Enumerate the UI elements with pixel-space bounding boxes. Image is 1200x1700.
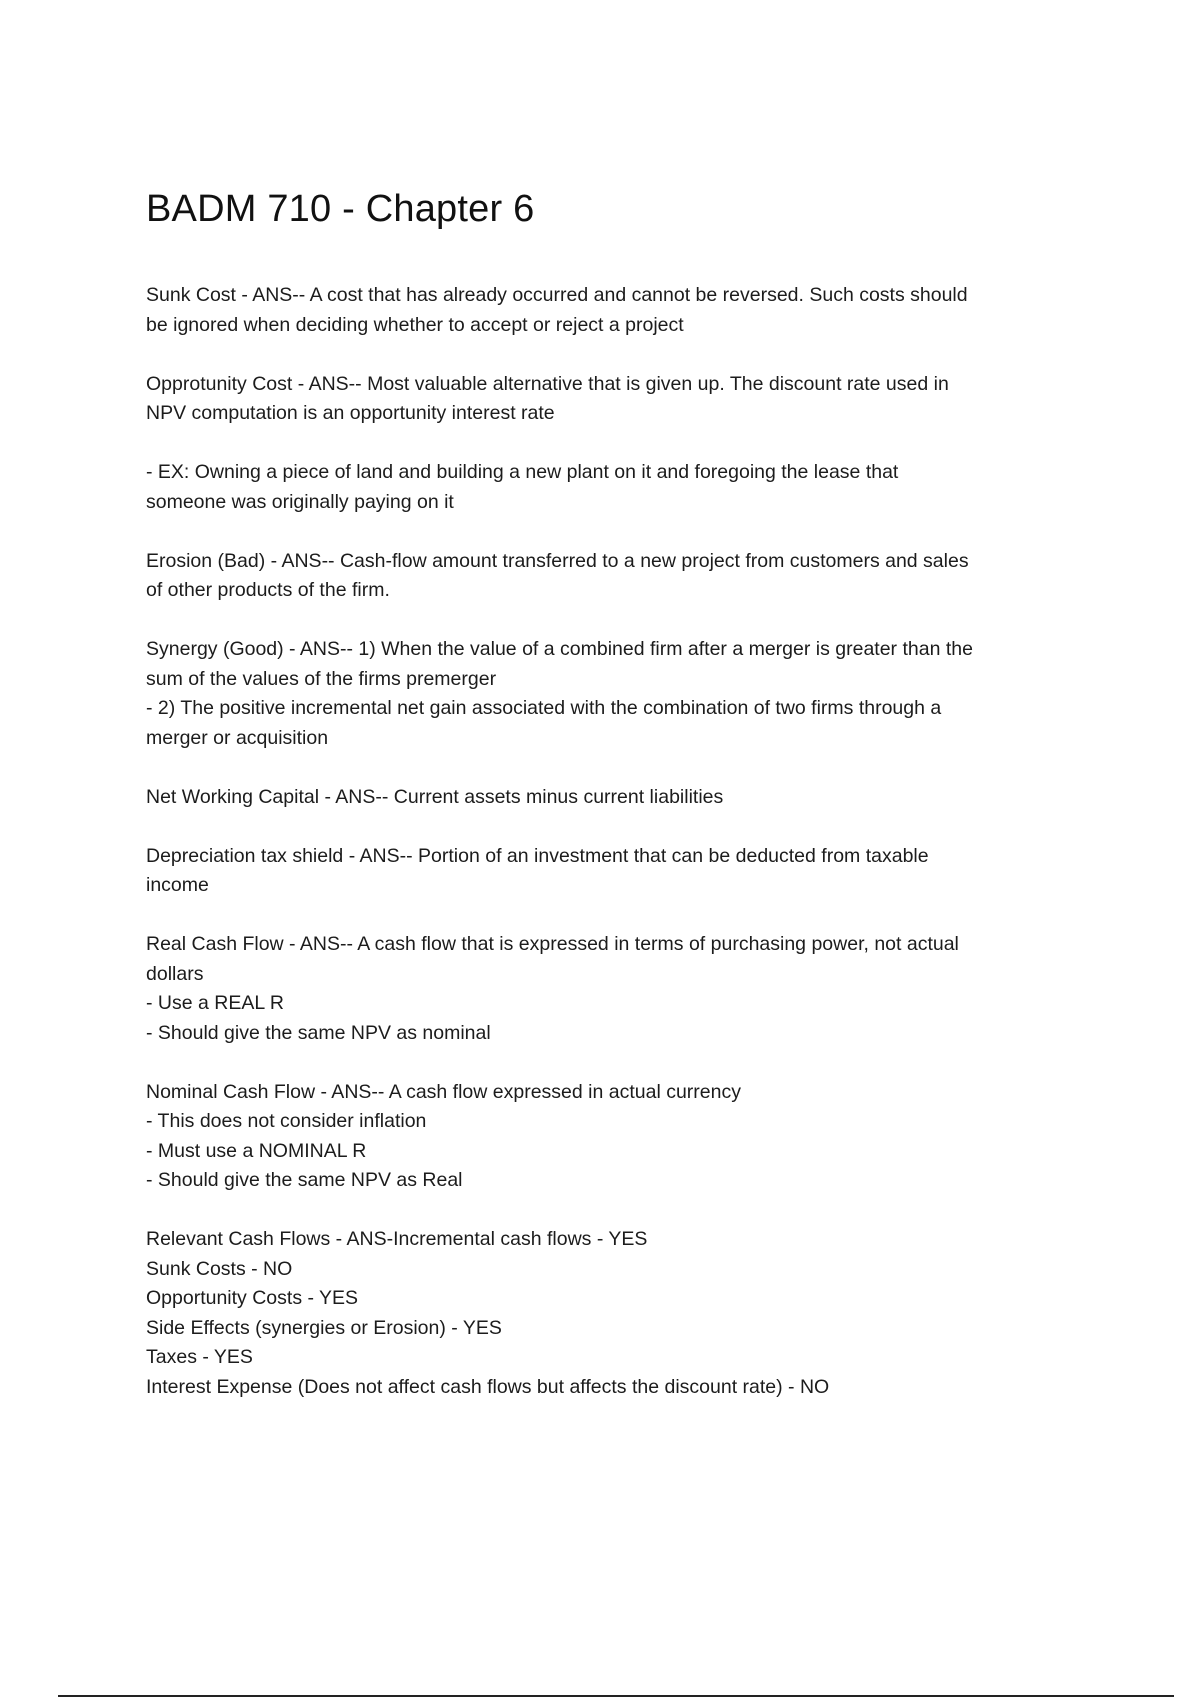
- definition-line: Opportunity Costs - YES: [146, 1287, 359, 1309]
- definition-line: - This does not consider inflation: [146, 1110, 427, 1132]
- definition-line: dollars: [146, 962, 204, 985]
- definition-line: Interest Expense (Does not affect cash flows but affects the discount rate) - NO: [146, 1375, 830, 1398]
- definition-line: merger or acquisition: [146, 726, 329, 749]
- definition-line: Relevant Cash Flows - ANS-Incremental cash flows - YES: [146, 1228, 648, 1250]
- definition-line: Opprotunity Cost - ANS-- Most valuable alternative that is given up. The discount rate used in: [146, 372, 949, 395]
- definition-line: of other products of the firm.: [146, 579, 390, 601]
- definition-line: - Should give the same NPV as Real: [146, 1169, 463, 1191]
- definition-entry: [146, 930, 1096, 1048]
- definition-entry: [146, 1225, 1096, 1402]
- definition-line: - Must use a NOMINAL R: [146, 1139, 367, 1162]
- definition-entry: [146, 370, 1096, 429]
- definition-line: - Should give the same NPV as nominal: [146, 1021, 491, 1044]
- document-title: BADM 710 - Chapter 6: [146, 188, 535, 230]
- definition-line: Taxes - YES: [146, 1346, 253, 1368]
- document-body: [146, 281, 1096, 1432]
- definition-entry: [146, 842, 1096, 901]
- definition-line: - EX: Owning a piece of land and building a new plant on it and foregoing the lease that: [146, 461, 899, 483]
- definition-line: Nominal Cash Flow - ANS-- A cash flow expressed in actual currency: [146, 1080, 741, 1103]
- definition-line: Side Effects (synergies or Erosion) - YES: [146, 1316, 502, 1339]
- definition-line: sum of the values of the firms premerger: [146, 667, 497, 690]
- definition-line: Depreciation tax shield - ANS-- Portion of an investment that can be deducted from taxable: [146, 844, 929, 867]
- definition-line: be ignored when deciding whether to accept or reject a project: [146, 313, 684, 336]
- definition-entry: [146, 458, 1096, 517]
- definition-line: Synergy (Good) - ANS-- 1) When the value of a combined firm after a merger is greater than the: [146, 638, 973, 660]
- definition-line: NPV computation is an opportunity interest rate: [146, 402, 555, 424]
- definition-line: Sunk Costs - NO: [146, 1257, 293, 1280]
- page-bottom-rule: [58, 1695, 1174, 1697]
- definition-line: Erosion (Bad) - ANS-- Cash-flow amount transferred to a new project from customers and sales: [146, 549, 969, 572]
- definition-line: Sunk Cost - ANS-- A cost that has already occurred and cannot be reversed. Such costs should: [146, 284, 968, 306]
- definition-line: income: [146, 874, 209, 896]
- definition-line: - Use a REAL R: [146, 992, 284, 1014]
- definition-entry: [146, 783, 1096, 813]
- definition-entry: [146, 281, 1096, 340]
- definition-line: Real Cash Flow - ANS-- A cash flow that is expressed in terms of purchasing power, not actual: [146, 933, 959, 955]
- definition-line: Net Working Capital - ANS-- Current assets minus current liabilities: [146, 785, 724, 808]
- definition-entry: [146, 547, 1096, 606]
- definition-line: someone was originally paying on it: [146, 490, 454, 513]
- definition-entry: [146, 1078, 1096, 1196]
- definition-line: - 2) The positive incremental net gain associated with the combination of two firms through a: [146, 697, 942, 719]
- definition-entry: [146, 635, 1096, 753]
